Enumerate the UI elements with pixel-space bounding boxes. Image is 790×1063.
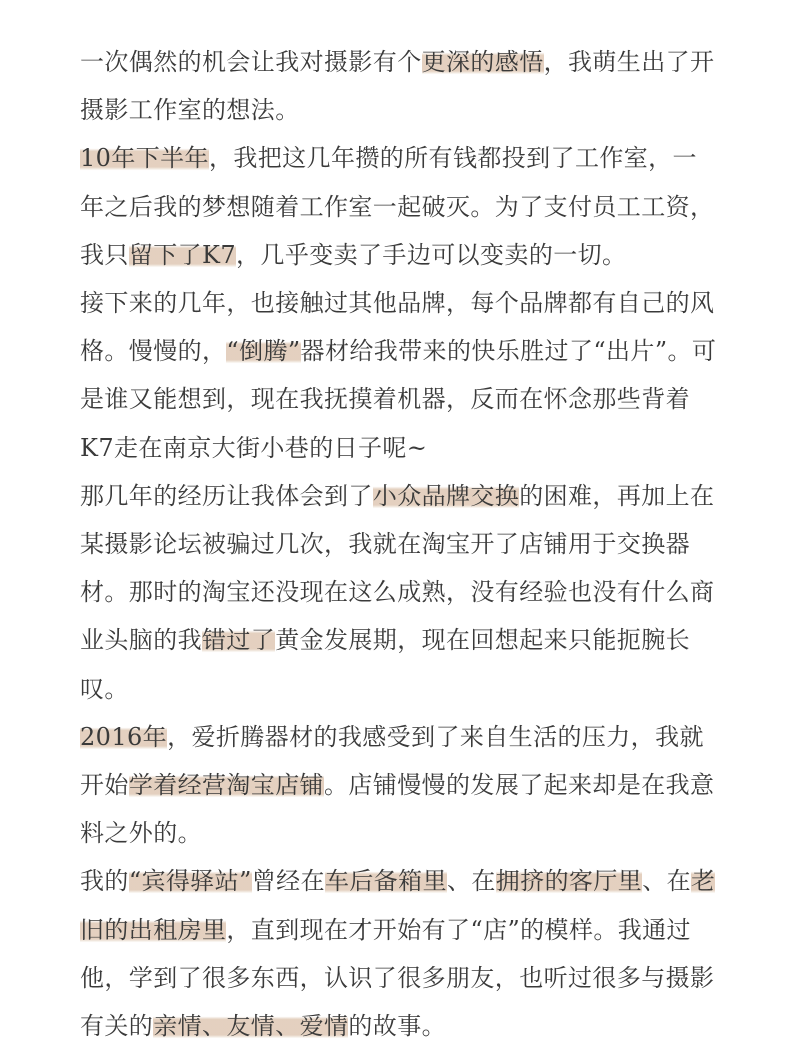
article-body [80, 38, 720, 1050]
paragraph-text: 、在 [642, 867, 691, 896]
paragraph-text: 曾经在 [251, 867, 325, 896]
paragraph-text: 的困难，再加上在某摄影论坛被骗过几次，我就在淘宝开了店铺用于交换器材。那时的淘宝还没现在这么成熟，没有经验也没有什么商业头脑的我 [80, 481, 715, 655]
highlighted-phrase: 更深的感悟 [421, 48, 544, 76]
highlighted-phrase: 车后备箱里 [324, 867, 447, 896]
highlighted-phrase: 留下了K7 [128, 240, 237, 269]
paragraph-text: 一次偶然的机会让我对摄影有个 [80, 48, 422, 76]
paragraph [80, 713, 720, 858]
paragraph-text: 黄金发展期，现在回想起来只能扼腕长叹。 [80, 626, 691, 703]
paragraph-text: 我的 [80, 867, 129, 896]
highlighted-phrase: 10年下半年 [80, 144, 209, 173]
highlighted-phrase: 小众品牌交换 [372, 481, 520, 510]
highlighted-phrase: 2016年 [80, 722, 168, 751]
paragraph-text: ，我萌生出了开摄影工作室的想法。 [80, 48, 715, 125]
paragraph [80, 134, 720, 279]
highlighted-phrase: 拥挤的客厅里 [495, 867, 643, 896]
paragraph-text: 、在 [446, 867, 496, 896]
paragraph-text: ，直到现在才开始有了“店”的模样。我通过他，学到了很多东西，认识了很多朋友，也听过很多与摄影有关的 [80, 915, 715, 1041]
paragraph [80, 38, 720, 134]
paragraph-text: ，几乎变卖了手边可以变卖的一切。 [236, 240, 627, 269]
highlighted-phrase: 亲情、友情、爱情 [153, 1012, 349, 1041]
paragraph-text: 的故事。 [348, 1012, 447, 1041]
paragraph [80, 857, 720, 1050]
paragraph-text: ，爱折腾器材的我感受到了来自生活的压力，我就开始 [80, 722, 704, 800]
highlighted-phrase: 学着经营淘宝店铺 [128, 771, 325, 800]
highlighted-phrase: 老旧的出租房里 [80, 867, 716, 944]
paragraph [80, 279, 720, 472]
paragraph-text: 器材给我带来的快乐胜过了“出片”。可是谁又能想到，现在我抚摸着机器，反而在怀念那些背着K7走在南京大街小巷的日子呢~ [80, 337, 717, 462]
paragraph [80, 472, 720, 713]
highlighted-phrase: “倒腾” [226, 337, 301, 366]
highlighted-phrase: “宾得驿站” [128, 867, 252, 896]
paragraph-text: 那几年的经历让我体会到了 [80, 481, 373, 510]
paragraph-text: 接下来的几年，也接触过其他品牌，每个品牌都有自己的风格。慢慢的， [80, 289, 715, 366]
paragraph-text: ，我把这几年攒的所有钱都投到了工作室，一年之后我的梦想随着工作室一起破灭。为了支付员工工资，我只 [80, 144, 715, 269]
highlighted-phrase: 错过了 [202, 626, 276, 655]
paragraph-text: 。店铺慢慢的发展了起来却是在我意料之外的。 [80, 771, 715, 848]
